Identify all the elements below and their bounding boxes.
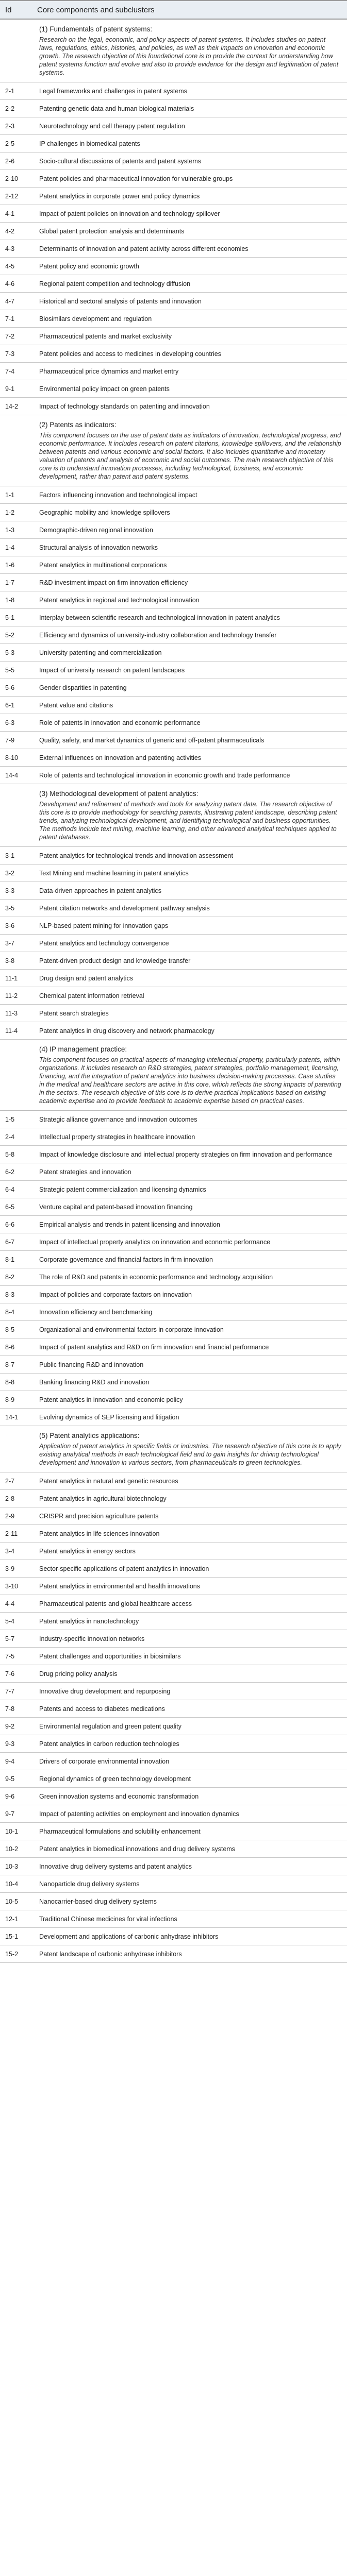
row-id: 6-6 bbox=[5, 1221, 15, 1228]
row-id: 3-7 bbox=[5, 939, 15, 947]
table-row bbox=[0, 1146, 347, 1163]
row-id: 7-8 bbox=[5, 1705, 15, 1713]
row-id: 8-4 bbox=[5, 1308, 15, 1316]
table-row bbox=[0, 1753, 347, 1770]
table-row bbox=[0, 882, 347, 900]
row-id: 10-3 bbox=[5, 1862, 19, 1870]
row-component: Environmental regulation and green patent quality bbox=[39, 1722, 181, 1730]
table-row bbox=[0, 293, 347, 310]
table-row bbox=[0, 1198, 347, 1216]
row-id: 5-6 bbox=[5, 684, 15, 691]
row-component: Strategic alliance governance and innovation outcomes bbox=[39, 1115, 197, 1123]
row-component: Role of patents in innovation and economic performance bbox=[39, 719, 201, 726]
row-id: 9-4 bbox=[5, 1757, 15, 1765]
table-row bbox=[0, 1858, 347, 1875]
row-id: 3-3 bbox=[5, 887, 15, 894]
table-row bbox=[0, 1595, 347, 1613]
row-component: Role of patents and technological innovation in economic growth and trade performance bbox=[39, 771, 290, 779]
row-component: Nanoparticle drug delivery systems bbox=[39, 1880, 140, 1888]
table-row bbox=[0, 1875, 347, 1893]
table-row bbox=[0, 504, 347, 521]
row-component: Data-driven approaches in patent analytics bbox=[39, 887, 161, 894]
table-row bbox=[0, 767, 347, 784]
row-component: Patent analytics in multinational corporations bbox=[39, 561, 167, 569]
row-id: 15-1 bbox=[5, 1933, 19, 1940]
row-id: 2-9 bbox=[5, 1512, 15, 1520]
row-component: Patenting genetic data and human biological materials bbox=[39, 105, 194, 112]
row-component: Determinants of innovation and patent activity across different economies bbox=[39, 245, 249, 252]
table-row bbox=[0, 1374, 347, 1391]
table-row bbox=[0, 1181, 347, 1198]
row-component: Venture capital and patent-based innovation financing bbox=[39, 1203, 193, 1211]
section-header bbox=[0, 415, 347, 486]
row-id: 3-10 bbox=[5, 1582, 19, 1590]
row-component: Industry-specific innovation networks bbox=[39, 1635, 145, 1642]
row-component: The role of R&D and patents in economic performance and technology acquisition bbox=[39, 1273, 273, 1281]
table-row bbox=[0, 1805, 347, 1823]
row-component: Efficiency and dynamics of university-industry collaboration and technology transfer bbox=[39, 631, 277, 639]
table-row bbox=[0, 970, 347, 987]
row-id: 8-7 bbox=[5, 1361, 15, 1368]
row-component: Nanocarrier-based drug delivery systems bbox=[39, 1897, 157, 1905]
table-row bbox=[0, 1700, 347, 1718]
table-row bbox=[0, 1788, 347, 1805]
row-component: IP challenges in biomedical patents bbox=[39, 140, 140, 147]
section-title: (5) Patent analytics applications: bbox=[39, 1432, 140, 1439]
table-row bbox=[0, 1163, 347, 1181]
row-id: 9-2 bbox=[5, 1722, 15, 1730]
row-id: 1-6 bbox=[5, 561, 15, 569]
table-row bbox=[0, 328, 347, 345]
row-id: 11-4 bbox=[5, 1027, 18, 1035]
table-row bbox=[0, 152, 347, 170]
row-id: 6-5 bbox=[5, 1203, 15, 1211]
row-id: 11-2 bbox=[5, 992, 18, 999]
section-header bbox=[0, 20, 347, 82]
row-id: 3-8 bbox=[5, 957, 15, 964]
row-component: Innovation efficiency and benchmarking bbox=[39, 1308, 153, 1316]
row-component: Patent citation networks and development pathway analysis bbox=[39, 904, 210, 912]
row-component: Impact of intellectual property analytics on innovation and economic performance bbox=[39, 1238, 271, 1246]
row-component: Patent value and citations bbox=[39, 701, 113, 709]
table-row bbox=[0, 714, 347, 732]
table-row bbox=[0, 1022, 347, 1040]
row-component: Patent policy and economic growth bbox=[39, 262, 139, 270]
row-id: 4-6 bbox=[5, 280, 15, 287]
row-component: Banking financing R&D and innovation bbox=[39, 1378, 150, 1386]
row-id: 3-4 bbox=[5, 1547, 15, 1555]
row-id: 8-8 bbox=[5, 1378, 15, 1386]
row-component: Drug design and patent analytics bbox=[39, 974, 134, 982]
row-id: 1-7 bbox=[5, 579, 15, 586]
row-id: 11-1 bbox=[5, 974, 18, 982]
row-id: 1-2 bbox=[5, 509, 15, 516]
section-description: Research on the legal, economic, and policy aspects of patent systems. It includes studies on patent laws, regulations, ethics, histories, and policies, as well as their impacts on innovation and economic growth. The research objective of this foundational core is to provide the context for understanding how patent systems function and evolve and also to provide evidence for the design and legitimation of patent systems. bbox=[39, 36, 339, 76]
table-row bbox=[0, 987, 347, 1005]
table-row bbox=[0, 100, 347, 117]
table-row bbox=[0, 1356, 347, 1374]
section-header bbox=[0, 1426, 347, 1472]
row-component: Patent challenges and opportunities in biosimilars bbox=[39, 1652, 181, 1660]
row-id: 2-6 bbox=[5, 157, 15, 165]
table-row bbox=[0, 556, 347, 574]
table-row bbox=[0, 591, 347, 609]
row-id: 7-4 bbox=[5, 367, 15, 375]
table-row bbox=[0, 1286, 347, 1303]
row-id: 9-6 bbox=[5, 1792, 15, 1800]
row-id: 9-5 bbox=[5, 1775, 15, 1783]
row-component: Drivers of corporate environmental innovation bbox=[39, 1757, 170, 1765]
table-row bbox=[0, 1718, 347, 1735]
row-id: 2-12 bbox=[5, 192, 19, 200]
row-id: 3-6 bbox=[5, 922, 15, 929]
table-row bbox=[0, 574, 347, 591]
row-id: 8-3 bbox=[5, 1291, 15, 1298]
table-row bbox=[0, 1945, 347, 1963]
id-column-header: Id bbox=[5, 5, 12, 14]
row-id: 7-6 bbox=[5, 1670, 15, 1677]
row-component: Evolving dynamics of SEP licensing and litigation bbox=[39, 1413, 179, 1421]
row-id: 8-2 bbox=[5, 1273, 15, 1281]
row-id: 15-2 bbox=[5, 1950, 19, 1958]
table-row bbox=[0, 205, 347, 223]
row-id: 1-1 bbox=[5, 491, 15, 499]
row-component: Patent analytics in drug discovery and network pharmacology bbox=[39, 1027, 214, 1035]
row-component: Patent analytics in regional and technological innovation bbox=[39, 596, 200, 604]
row-component: Impact of patenting activities on employment and innovation dynamics bbox=[39, 1810, 239, 1818]
table-row bbox=[0, 1910, 347, 1928]
section-title: (1) Fundamentals of patent systems: bbox=[39, 25, 153, 33]
table-row bbox=[0, 486, 347, 504]
row-component: Legal frameworks and challenges in patent systems bbox=[39, 87, 187, 95]
row-component: Impact of patent analytics and R&D on firm innovation and financial performance bbox=[39, 1343, 269, 1351]
row-id: 2-1 bbox=[5, 87, 15, 95]
components-column-header: Core components and subclusters bbox=[37, 5, 155, 14]
table-row bbox=[0, 1507, 347, 1525]
row-component: Patent-driven product design and knowledge transfer bbox=[39, 957, 191, 964]
row-id: 8-6 bbox=[5, 1343, 15, 1351]
row-id: 1-5 bbox=[5, 1115, 15, 1123]
row-component: Structural analysis of innovation networks bbox=[39, 544, 158, 551]
table-row bbox=[0, 847, 347, 865]
section-title: (4) IP management practice: bbox=[39, 1045, 127, 1053]
row-component: Intellectual property strategies in healthcare innovation bbox=[39, 1133, 195, 1141]
section-description: This component focuses on the use of patent data as indicators of innovation, technological progress, and economic performance. It includes research on patent citations, knowledge spillovers, and the relationship between patents and various economic and social factors. It also includes quantitative and monetary valuation of patents and analysis of economic and social outcomes. The main research objective of this core is to understand innovation processes, including technological, business, and economic development, rather than patent and patent systems. bbox=[39, 432, 341, 480]
row-id: 8-1 bbox=[5, 1256, 15, 1263]
row-id: 6-1 bbox=[5, 701, 15, 709]
row-id: 7-9 bbox=[5, 736, 15, 744]
table-row bbox=[0, 952, 347, 970]
table-row bbox=[0, 865, 347, 882]
row-component: Factors influencing innovation and technological impact bbox=[39, 491, 197, 499]
row-component: Patent analytics in corporate power and policy dynamics bbox=[39, 192, 200, 200]
row-component: Impact of patent policies on innovation and technology spillover bbox=[39, 210, 220, 217]
table-row bbox=[0, 749, 347, 767]
row-id: 10-1 bbox=[5, 1827, 19, 1835]
row-component: Patent policies and pharmaceutical innovation for vulnerable groups bbox=[39, 175, 233, 182]
row-id: 3-1 bbox=[5, 852, 15, 859]
row-component: Empirical analysis and trends in patent licensing and innovation bbox=[39, 1221, 220, 1228]
row-id: 8-9 bbox=[5, 1396, 15, 1403]
table-row bbox=[0, 345, 347, 363]
table-row bbox=[0, 1490, 347, 1507]
row-component: Pharmaceutical formulations and solubility enhancement bbox=[39, 1827, 201, 1835]
table-row bbox=[0, 1665, 347, 1683]
row-component: Impact of university research on patent landscapes bbox=[39, 666, 185, 674]
row-component: Patent analytics for technological trends and innovation assessment bbox=[39, 852, 233, 859]
row-component: Patent analytics in life sciences innovation bbox=[39, 1530, 160, 1537]
row-component: Patent analytics in carbon reduction technologies bbox=[39, 1740, 179, 1748]
row-component: Patent analytics in natural and genetic resources bbox=[39, 1477, 178, 1485]
section-title: (3) Methodological development of patent analytics: bbox=[39, 790, 199, 798]
row-id: 2-5 bbox=[5, 140, 15, 147]
row-component: Strategic patent commercialization and licensing dynamics bbox=[39, 1185, 206, 1193]
section-description: Application of patent analytics in specific fields or industries. The research objective of this core is to apply existing analytical methods in each technological field and to gain insights for driving technological development and innovation in various sectors, from pharmaceuticals to green technologies. bbox=[39, 1443, 341, 1466]
table-row bbox=[0, 188, 347, 205]
row-component: Environmental policy impact on green patents bbox=[39, 385, 170, 393]
row-id: 5-2 bbox=[5, 631, 15, 639]
row-component: Patent analytics in innovation and economic policy bbox=[39, 1396, 183, 1403]
row-id: 1-8 bbox=[5, 596, 15, 604]
table-row bbox=[0, 626, 347, 644]
table-row bbox=[0, 170, 347, 188]
table-row bbox=[0, 1648, 347, 1665]
row-component: Patents and access to diabetes medications bbox=[39, 1705, 165, 1713]
table-row bbox=[0, 310, 347, 328]
row-id: 4-3 bbox=[5, 245, 15, 252]
table-row bbox=[0, 380, 347, 398]
row-id: 8-5 bbox=[5, 1326, 15, 1333]
row-component: Patent policies and access to medicines in developing countries bbox=[39, 350, 221, 358]
row-id: 5-5 bbox=[5, 666, 15, 674]
row-component: Impact of knowledge disclosure and intellectual property strategies on firm innovation and performance bbox=[39, 1150, 333, 1158]
table-row bbox=[0, 1630, 347, 1648]
row-id: 7-7 bbox=[5, 1687, 15, 1695]
row-id: 2-10 bbox=[5, 175, 19, 182]
row-component: Innovative drug delivery systems and patent analytics bbox=[39, 1862, 192, 1870]
row-id: 5-4 bbox=[5, 1617, 15, 1625]
row-component: Development and applications of carbonic anhydrase inhibitors bbox=[39, 1933, 219, 1940]
row-id: 8-10 bbox=[5, 754, 19, 761]
table-row bbox=[0, 1303, 347, 1321]
section-description: This component focuses on practical aspects of managing intellectual property, particularly patents, within organizations. It includes research on R&D strategies, patent strategies, portfolio management, licensing, financing, and the integration of patent analytics into business decision-making processes. Case studies in the medical and healthcare sectors are active in this core, which reflects the strong impacts of patenting in the sectors. The research objective of this core is to derive practical implications based on existing academic expertise and to provide feedback to academic expertise based on practical cases. bbox=[39, 1056, 341, 1105]
row-id: 10-4 bbox=[5, 1880, 19, 1888]
row-component: Chemical patent information retrieval bbox=[39, 992, 144, 999]
table-row bbox=[0, 917, 347, 935]
row-id: 9-7 bbox=[5, 1810, 15, 1818]
row-id: 11-3 bbox=[5, 1009, 18, 1017]
row-component: Demographic-driven regional innovation bbox=[39, 526, 153, 534]
row-component: Regional patent competition and technology diffusion bbox=[39, 280, 191, 287]
table-row bbox=[0, 679, 347, 697]
row-id: 7-3 bbox=[5, 350, 15, 358]
row-id: 1-3 bbox=[5, 526, 15, 534]
row-id: 7-5 bbox=[5, 1652, 15, 1660]
table-row bbox=[0, 1893, 347, 1910]
row-component: Biosimilars development and regulation bbox=[39, 315, 152, 323]
table-row bbox=[0, 609, 347, 626]
table-row bbox=[0, 521, 347, 539]
table-row bbox=[0, 732, 347, 749]
row-component: Quality, safety, and market dynamics of generic and off-patent pharmaceuticals bbox=[39, 736, 265, 744]
row-id: 2-11 bbox=[5, 1530, 18, 1537]
table-row bbox=[0, 240, 347, 258]
row-component: Public financing R&D and innovation bbox=[39, 1361, 144, 1368]
table-row bbox=[0, 1338, 347, 1356]
table-row bbox=[0, 1578, 347, 1595]
row-id: 2-2 bbox=[5, 105, 15, 112]
table-row bbox=[0, 1543, 347, 1560]
table-row bbox=[0, 1770, 347, 1788]
row-id: 3-2 bbox=[5, 869, 15, 877]
row-id: 2-8 bbox=[5, 1495, 15, 1502]
row-component: Text Mining and machine learning in patent analytics bbox=[39, 869, 189, 877]
table-row bbox=[0, 1525, 347, 1543]
row-component: Pharmaceutical patents and market exclusivity bbox=[39, 332, 172, 340]
row-id: 14-2 bbox=[5, 402, 19, 410]
row-id: 2-4 bbox=[5, 1133, 15, 1141]
table-row bbox=[0, 1233, 347, 1251]
table-row bbox=[0, 539, 347, 556]
row-id: 4-5 bbox=[5, 262, 15, 270]
row-component: Pharmaceutical patents and global healthcare access bbox=[39, 1600, 192, 1607]
row-component: Global patent protection analysis and determinants bbox=[39, 227, 185, 235]
row-id: 2-7 bbox=[5, 1477, 15, 1485]
row-id: 10-2 bbox=[5, 1845, 19, 1853]
row-component: Green innovation systems and economic transformation bbox=[39, 1792, 199, 1800]
table-row bbox=[0, 1735, 347, 1753]
row-component: University patenting and commercialization bbox=[39, 649, 162, 656]
row-component: Socio-cultural discussions of patents and patent systems bbox=[39, 157, 202, 165]
row-id: 4-2 bbox=[5, 227, 15, 235]
row-id: 5-7 bbox=[5, 1635, 15, 1642]
table-row bbox=[0, 1216, 347, 1233]
row-component: Impact of policies and corporate factors on innovation bbox=[39, 1291, 192, 1298]
row-component: Gender disparities in patenting bbox=[39, 684, 127, 691]
row-id: 7-1 bbox=[5, 315, 15, 323]
table-row bbox=[0, 697, 347, 714]
row-component: Corporate governance and financial factors in firm innovation bbox=[39, 1256, 213, 1263]
row-id: 9-3 bbox=[5, 1740, 15, 1748]
row-component: Regional dynamics of green technology development bbox=[39, 1775, 191, 1783]
row-component: Patent landscape of carbonic anhydrase inhibitors bbox=[39, 1950, 182, 1958]
section-description: Development and refinement of methods and tools for analyzing patent data. The research objective of this core is to provide methodology for searching patents, illustrating patent landscape, describing patent trends, analyzing technological development, and identifying technological and business opportunities. The methods include text mining, machine learning, and other advanced analytical techniques applied to patent databases. bbox=[39, 801, 337, 841]
row-id: 4-4 bbox=[5, 1600, 15, 1607]
row-component: Impact of technology standards on patenting and innovation bbox=[39, 402, 210, 410]
table-row bbox=[0, 900, 347, 917]
row-id: 3-5 bbox=[5, 904, 15, 912]
row-id: 7-2 bbox=[5, 332, 15, 340]
table-row bbox=[0, 135, 347, 152]
table-row bbox=[0, 1928, 347, 1945]
row-component: Pharmaceutical price dynamics and market entry bbox=[39, 367, 179, 375]
row-component: Patent analytics in biomedical innovations and drug delivery systems bbox=[39, 1845, 236, 1853]
section-header bbox=[0, 1040, 347, 1111]
row-id: 12-1 bbox=[5, 1915, 19, 1923]
row-component: R&D investment impact on firm innovation efficiency bbox=[39, 579, 188, 586]
row-id: 5-3 bbox=[5, 649, 15, 656]
row-component: Patent search strategies bbox=[39, 1009, 109, 1017]
row-component: Patent strategies and innovation bbox=[39, 1168, 131, 1176]
row-id: 5-1 bbox=[5, 614, 15, 621]
row-component: Patent analytics in agricultural biotechnology bbox=[39, 1495, 167, 1502]
row-id: 3-9 bbox=[5, 1565, 15, 1572]
table-row bbox=[0, 82, 347, 100]
row-component: Neurotechnology and cell therapy patent regulation bbox=[39, 122, 185, 130]
row-component: Drug pricing policy analysis bbox=[39, 1670, 118, 1677]
row-component: NLP-based patent mining for innovation gaps bbox=[39, 922, 169, 929]
row-component: Sector-specific applications of patent analytics in innovation bbox=[39, 1565, 209, 1572]
table-row bbox=[0, 1823, 347, 1840]
table-row bbox=[0, 1005, 347, 1022]
table-row bbox=[0, 1268, 347, 1286]
row-id: 14-4 bbox=[5, 771, 19, 779]
table-row bbox=[0, 1321, 347, 1338]
table-row bbox=[0, 1128, 347, 1146]
row-component: Patent analytics in nanotechnology bbox=[39, 1617, 139, 1625]
row-id: 9-1 bbox=[5, 385, 15, 393]
row-id: 1-4 bbox=[5, 544, 15, 551]
table-row bbox=[0, 1409, 347, 1426]
row-id: 6-7 bbox=[5, 1238, 15, 1246]
table-row bbox=[0, 644, 347, 662]
row-id: 6-4 bbox=[5, 1185, 15, 1193]
row-id: 4-7 bbox=[5, 297, 15, 305]
row-id: 6-3 bbox=[5, 719, 15, 726]
table-row bbox=[0, 363, 347, 380]
row-component: Traditional Chinese medicines for viral infections bbox=[39, 1915, 177, 1923]
table-header bbox=[0, 0, 347, 20]
row-id: 5-8 bbox=[5, 1150, 15, 1158]
row-component: Organizational and environmental factors in corporate innovation bbox=[39, 1326, 224, 1333]
table-row bbox=[0, 935, 347, 952]
table-row bbox=[0, 275, 347, 293]
table-row bbox=[0, 398, 347, 415]
row-component: Innovative drug development and repurposing bbox=[39, 1687, 171, 1695]
row-component: Interplay between scientific research and technological innovation in patent analytics bbox=[39, 614, 280, 621]
section-title: (2) Patents as indicators: bbox=[39, 421, 117, 429]
table-row bbox=[0, 223, 347, 240]
table-row bbox=[0, 1251, 347, 1268]
table-row bbox=[0, 1391, 347, 1409]
table-row bbox=[0, 1840, 347, 1858]
table-row bbox=[0, 662, 347, 679]
row-id: 10-5 bbox=[5, 1897, 19, 1905]
row-component: Patent analytics and technology convergence bbox=[39, 939, 169, 947]
row-component: External influences on innovation and patenting activities bbox=[39, 754, 202, 761]
row-id: 6-2 bbox=[5, 1168, 15, 1176]
table-row bbox=[0, 1613, 347, 1630]
table-row bbox=[0, 1472, 347, 1490]
table-row bbox=[0, 258, 347, 275]
table-row bbox=[0, 1111, 347, 1128]
table-body bbox=[0, 20, 347, 1963]
row-component: Geographic mobility and knowledge spillovers bbox=[39, 509, 170, 516]
table-row bbox=[0, 1560, 347, 1578]
section-header bbox=[0, 784, 347, 847]
table-row bbox=[0, 1683, 347, 1700]
row-component: Historical and sectoral analysis of patents and innovation bbox=[39, 297, 202, 305]
row-component: CRISPR and precision agriculture patents bbox=[39, 1512, 159, 1520]
row-component: Patent analytics in energy sectors bbox=[39, 1547, 136, 1555]
row-id: 4-1 bbox=[5, 210, 15, 217]
row-component: Patent analytics in environmental and health innovations bbox=[39, 1582, 201, 1590]
table-row bbox=[0, 117, 347, 135]
row-id: 2-3 bbox=[5, 122, 15, 130]
row-id: 14-1 bbox=[5, 1413, 19, 1421]
